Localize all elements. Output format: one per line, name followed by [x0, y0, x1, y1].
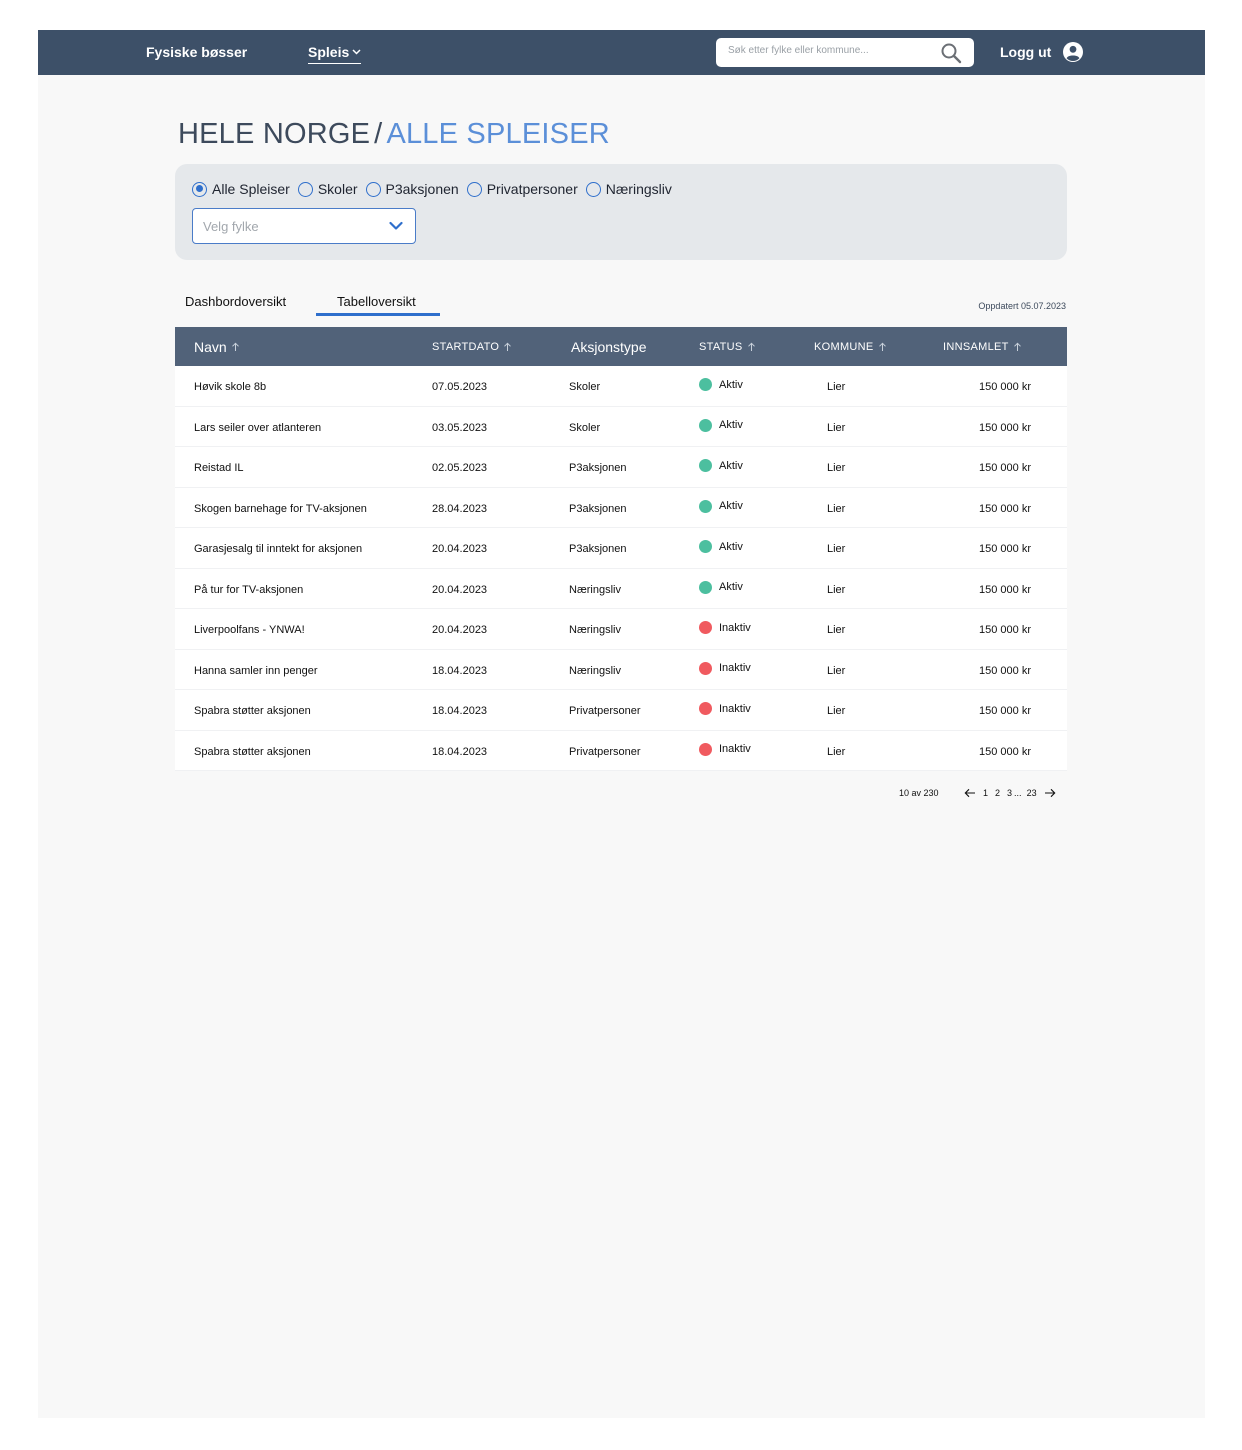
- chevron-down-icon: [352, 49, 361, 55]
- county-select[interactable]: [192, 208, 416, 244]
- search-icon[interactable]: [940, 42, 962, 64]
- table-header: [175, 327, 1067, 366]
- status-dot-icon: [699, 581, 712, 594]
- pagination-nav: [964, 788, 1056, 798]
- table-row[interactable]: [175, 447, 1067, 488]
- cell-startdate: 18.04.2023: [432, 664, 488, 677]
- column-header-type[interactable]: [571, 327, 646, 366]
- table-row[interactable]: [175, 690, 1067, 731]
- status-label: Inaktiv: [719, 662, 751, 674]
- cell-startdate: 18.04.2023: [432, 705, 488, 717]
- nav-spleis[interactable]: [308, 44, 361, 64]
- county-select-placeholder: Velg fylke: [203, 219, 259, 234]
- page-link-2[interactable]: 2: [995, 788, 1001, 798]
- table-row[interactable]: [175, 366, 1067, 407]
- table-row[interactable]: [175, 488, 1067, 529]
- status-label: Aktiv: [719, 540, 743, 553]
- status-label: Aktiv: [719, 500, 743, 512]
- cell-startdate: 18.04.2023: [432, 745, 488, 758]
- logout-button[interactable]: Logg ut: [1000, 44, 1052, 60]
- cell-kommune: Lier: [827, 421, 846, 434]
- breadcrumb-root[interactable]: HELE NORGE: [178, 118, 371, 150]
- updated-timestamp: Oppdatert 05.07.2023: [978, 301, 1066, 311]
- status-label: Inaktiv: [719, 743, 751, 755]
- sort-arrow-up-icon: [1013, 342, 1022, 352]
- cell-status: [699, 702, 751, 715]
- status-dot-icon: [699, 419, 712, 432]
- column-header-status[interactable]: [699, 327, 756, 366]
- cell-kommune: Lier: [827, 502, 846, 515]
- cell-kommune: Lier: [827, 583, 846, 596]
- search-input[interactable]: [728, 45, 933, 56]
- cell-name[interactable]: Spabra støtter aksjonen: [194, 705, 311, 717]
- radio-label: Næringsliv: [605, 181, 672, 197]
- cell-kommune: Lier: [827, 664, 846, 677]
- status-label: Aktiv: [719, 419, 743, 431]
- radio-label: Skoler: [317, 181, 358, 197]
- page-ellipsis: ...: [1014, 788, 1022, 798]
- radio-label: Privatpersoner: [486, 181, 578, 197]
- status-label: Aktiv: [719, 581, 743, 593]
- table-row[interactable]: [175, 650, 1067, 691]
- column-header-label: KOMMUNE: [814, 340, 874, 353]
- cell-status: [699, 500, 743, 513]
- column-header-name[interactable]: [194, 327, 240, 366]
- column-header-label: Navn: [194, 338, 227, 355]
- column-header-innsamlet[interactable]: [943, 327, 1022, 366]
- column-header-label: STARTDATO: [432, 340, 500, 353]
- radio-skoler[interactable]: [298, 181, 358, 197]
- table-row[interactable]: [175, 528, 1067, 569]
- cell-innsamlet: 150 000 kr: [979, 705, 1031, 717]
- filter-panel: [175, 164, 1067, 260]
- status-dot-icon: [699, 378, 712, 391]
- sort-arrow-up-icon: [878, 342, 887, 352]
- column-header-label: Aksjonstype: [571, 338, 647, 355]
- cell-innsamlet: 150 000 kr: [979, 583, 1031, 596]
- nav-spleis-label: Spleis: [308, 44, 350, 60]
- cell-innsamlet: 150 000 kr: [979, 421, 1031, 434]
- sort-arrow-up-icon: [503, 342, 512, 352]
- cell-innsamlet: 150 000 kr: [979, 462, 1031, 474]
- cell-name[interactable]: Lars seiler over atlanteren: [194, 421, 322, 434]
- radio-button-icon: [467, 182, 482, 197]
- cell-status: [699, 540, 743, 553]
- cell-type: P3aksjonen: [569, 502, 627, 515]
- status-dot-icon: [699, 743, 712, 756]
- table-row[interactable]: [175, 731, 1067, 772]
- cell-innsamlet: 150 000 kr: [979, 502, 1031, 515]
- cell-status: [699, 378, 743, 391]
- column-header-label: STATUS: [699, 340, 743, 353]
- tab-table[interactable]: Tabelloversikt: [337, 294, 416, 309]
- radio-privatpersoner[interactable]: [467, 181, 578, 197]
- page-frame: [38, 30, 1205, 1418]
- breadcrumb-separator: /: [374, 118, 383, 150]
- table-row[interactable]: [175, 609, 1067, 650]
- column-header-startdate[interactable]: [432, 327, 512, 366]
- cell-status: [699, 459, 743, 472]
- cell-startdate: 07.05.2023: [432, 381, 488, 393]
- status-label: Aktiv: [719, 459, 743, 472]
- cell-status: [699, 621, 751, 634]
- page-link-last[interactable]: 23: [1026, 788, 1037, 798]
- radio-label: P3aksjonen: [385, 181, 459, 197]
- radio-p3aksjonen[interactable]: [366, 181, 459, 197]
- cell-status: [699, 662, 751, 675]
- column-header-kommune[interactable]: [814, 327, 887, 366]
- status-dot-icon: [699, 459, 712, 472]
- user-icon[interactable]: [1062, 41, 1084, 63]
- sort-arrow-up-icon: [747, 342, 756, 352]
- cell-innsamlet: 150 000 kr: [979, 543, 1031, 555]
- cell-startdate: 02.05.2023: [432, 462, 488, 474]
- cell-innsamlet: 150 000 kr: [979, 381, 1031, 393]
- column-header-label: INNSAMLET: [943, 340, 1009, 353]
- status-dot-icon: [699, 662, 712, 675]
- cell-innsamlet: 150 000 kr: [979, 624, 1031, 636]
- cell-type: Privatpersoner: [569, 705, 641, 717]
- radio-button-icon: [192, 182, 207, 197]
- cell-kommune: Lier: [827, 381, 846, 393]
- cell-type: Privatpersoner: [569, 745, 641, 758]
- radio-button-icon: [586, 182, 601, 197]
- status-dot-icon: [699, 702, 712, 715]
- cell-type: Næringsliv: [569, 624, 621, 636]
- cell-startdate: 20.04.2023: [432, 543, 488, 555]
- page-link-1[interactable]: 1: [983, 788, 989, 798]
- cell-status: [699, 419, 743, 432]
- radio-alle-spleiser[interactable]: [192, 181, 290, 197]
- cell-startdate: 28.04.2023: [432, 502, 488, 515]
- status-dot-icon: [699, 500, 712, 513]
- nav-physical-boxes[interactable]: Fysiske bøsser: [146, 44, 248, 60]
- cell-startdate: 20.04.2023: [432, 583, 488, 596]
- cell-name[interactable]: Garasjesalg til inntekt for aksjonen: [194, 543, 363, 555]
- page-link-3[interactable]: 3: [1007, 788, 1013, 798]
- cell-type: Skoler: [569, 421, 601, 434]
- cell-innsamlet: 150 000 kr: [979, 664, 1031, 677]
- active-tab-indicator: [316, 313, 440, 316]
- breadcrumb-current: ALLE SPLEISER: [386, 118, 610, 150]
- chevron-down-icon: [389, 221, 403, 231]
- table-body: [175, 366, 1067, 771]
- cell-status: [699, 743, 751, 756]
- radio-naeringsliv[interactable]: [586, 181, 672, 197]
- campaign-table: [175, 327, 1067, 771]
- radio-button-icon: [298, 182, 313, 197]
- cell-kommune: Lier: [827, 543, 846, 555]
- radio-button-icon: [366, 182, 381, 197]
- status-dot-icon: [699, 621, 712, 634]
- cell-type: Næringsliv: [569, 583, 621, 596]
- arrow-left-icon[interactable]: [964, 788, 976, 798]
- page-title: [178, 118, 610, 151]
- top-navbar: [38, 30, 1205, 75]
- cell-name[interactable]: Hanna samler inn penger: [194, 664, 318, 677]
- type-radio-group: [192, 181, 680, 197]
- status-dot-icon: [699, 540, 712, 553]
- cell-name[interactable]: Skogen barnehage for TV-aksjonen: [194, 502, 367, 515]
- cell-type: Næringsliv: [569, 664, 621, 677]
- status-label: Inaktiv: [719, 702, 751, 715]
- cell-kommune: Lier: [827, 705, 846, 717]
- tab-dashboard[interactable]: Dashbordoversikt: [185, 294, 287, 309]
- status-label: Aktiv: [719, 378, 743, 391]
- cell-type: P3aksjonen: [569, 543, 627, 555]
- status-label: Inaktiv: [719, 621, 751, 634]
- cell-status: [699, 581, 743, 594]
- cell-name[interactable]: Liverpoolfans - YNWA!: [194, 624, 305, 636]
- arrow-right-icon[interactable]: [1044, 788, 1056, 798]
- sort-arrow-up-icon: [231, 342, 240, 352]
- cell-type: Skoler: [569, 381, 601, 393]
- cell-type: P3aksjonen: [569, 462, 627, 474]
- cell-kommune: Lier: [827, 624, 846, 636]
- cell-name[interactable]: Reistad IL: [194, 462, 244, 474]
- table-row[interactable]: [175, 407, 1067, 448]
- cell-innsamlet: 150 000 kr: [979, 745, 1031, 758]
- cell-startdate: 20.04.2023: [432, 624, 488, 636]
- cell-name[interactable]: På tur for TV-aksjonen: [194, 583, 304, 596]
- radio-label: Alle Spleiser: [212, 181, 290, 197]
- cell-name[interactable]: Spabra støtter aksjonen: [194, 745, 311, 758]
- cell-kommune: Lier: [827, 462, 846, 474]
- cell-startdate: 03.05.2023: [432, 421, 488, 434]
- table-row[interactable]: [175, 569, 1067, 610]
- pagination-count: 10 av 230: [899, 788, 939, 798]
- search-box: [716, 38, 974, 67]
- cell-kommune: Lier: [827, 745, 846, 758]
- cell-name[interactable]: Høvik skole 8b: [194, 381, 267, 393]
